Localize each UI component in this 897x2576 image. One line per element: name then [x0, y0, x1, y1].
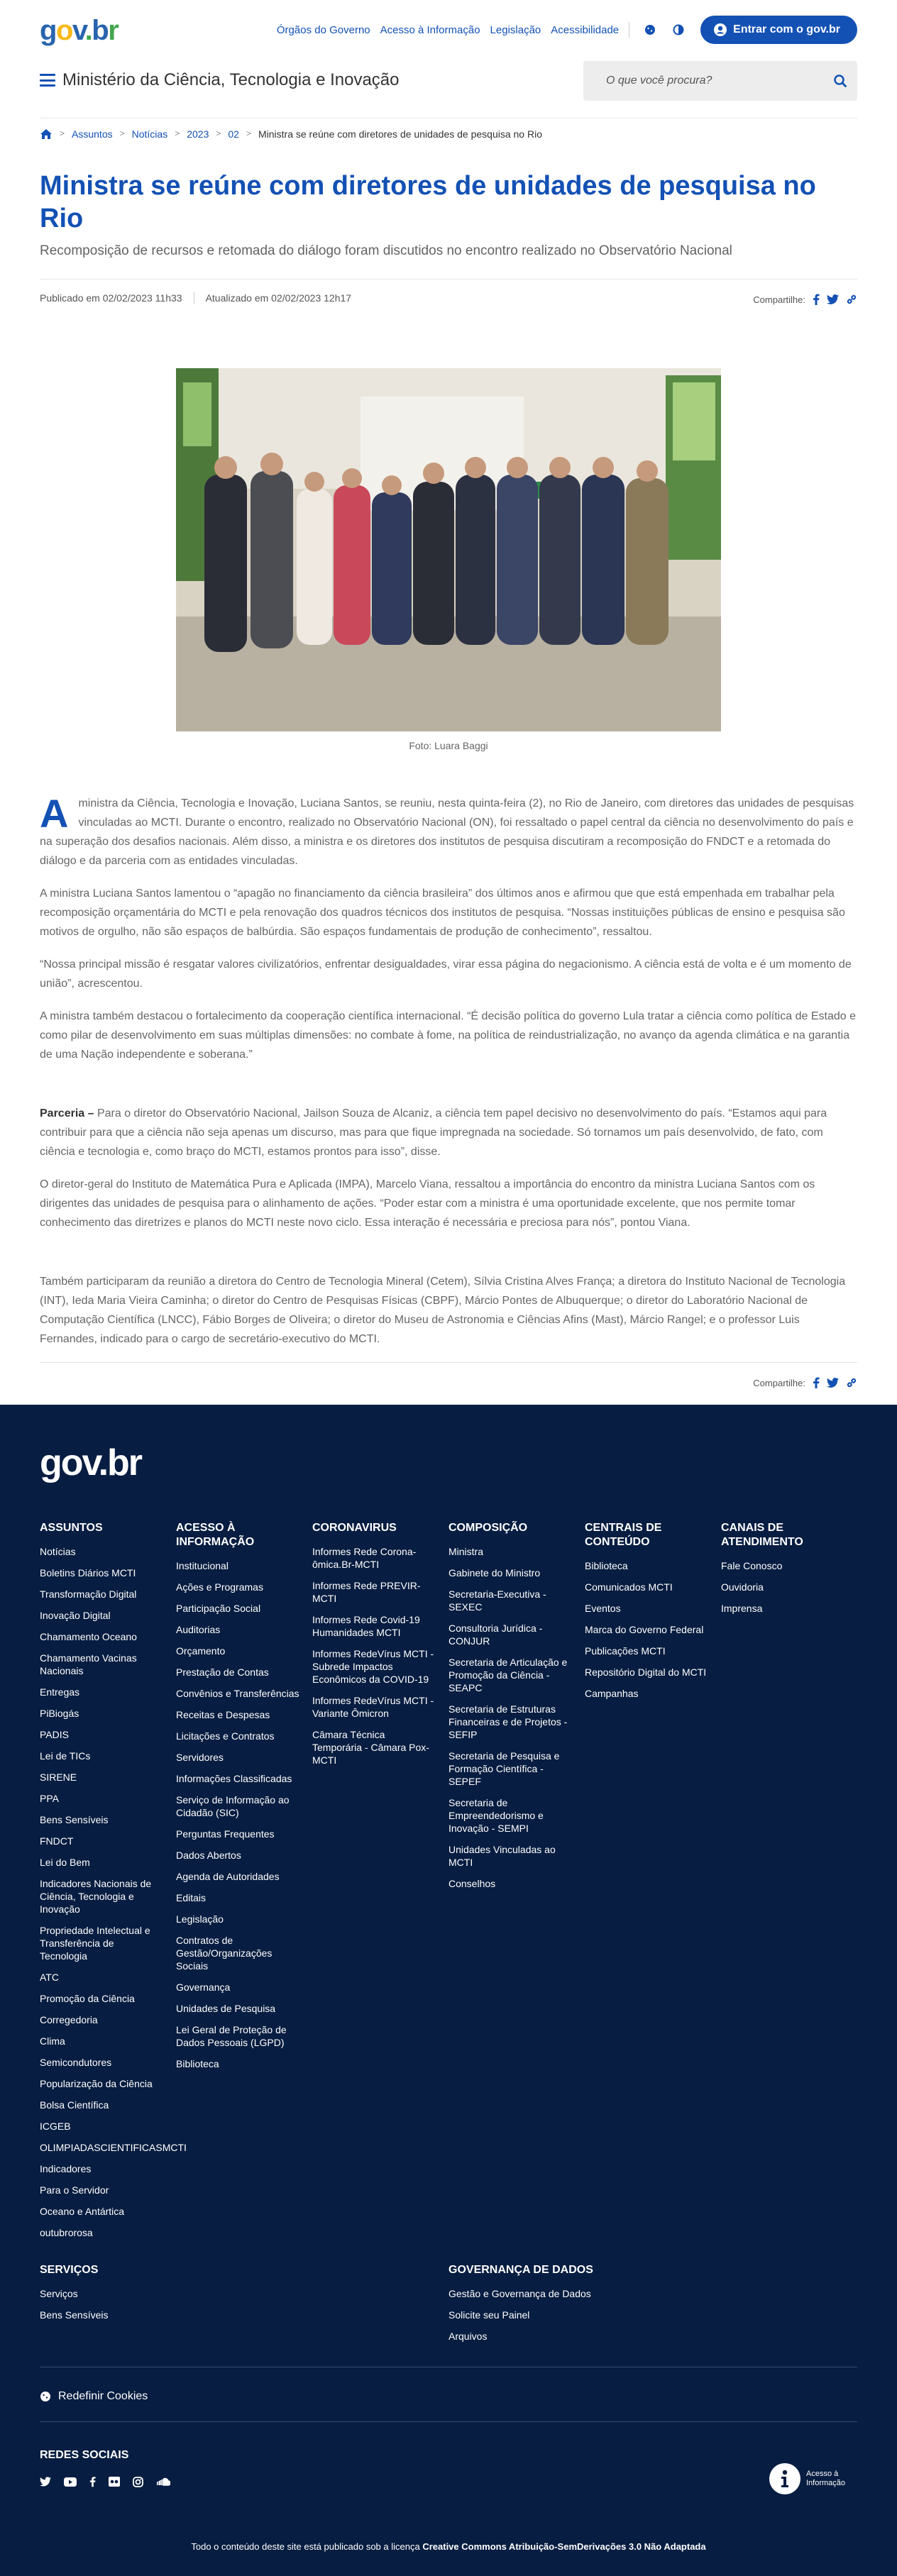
footer-link[interactable]: Clima: [40, 2035, 65, 2047]
govbr-logo[interactable]: gov.br: [40, 15, 119, 46]
footer-link[interactable]: Notícias: [40, 1546, 76, 1558]
footer-link[interactable]: Prestação de Contas: [176, 1666, 269, 1679]
share-bar: [753, 1377, 857, 1388]
search-input[interactable]: O que você procura?: [606, 74, 712, 87]
footer-link[interactable]: Serviços: [40, 2288, 78, 2300]
twitter-icon[interactable]: [40, 2477, 51, 2487]
footer-link[interactable]: ATC: [40, 1972, 59, 1984]
breadcrumb: [40, 118, 857, 156]
youtube-icon[interactable]: [64, 2477, 77, 2487]
flickr-icon[interactable]: [109, 2477, 120, 2487]
breadcrumb-02[interactable]: 02: [228, 128, 239, 140]
footer-link[interactable]: Publicações MCTI: [585, 1645, 666, 1657]
footer-link[interactable]: Receitas e Despesas: [176, 1709, 270, 1721]
share-label: Compartilhe:: [753, 294, 805, 305]
link-legislacao[interactable]: Legislação: [490, 23, 541, 36]
footer-heading: ASSUNTOS: [40, 1522, 103, 1535]
top-bar: [0, 0, 897, 61]
info-icon: [769, 2463, 800, 2494]
footer-link[interactable]: Câmara Técnica Temporária - Câmara Pox-MCTI: [312, 1729, 429, 1767]
article: [0, 170, 897, 1349]
footer-link[interactable]: Secretaria de Pesquisa e Formação Científica - SEPEF: [448, 1750, 560, 1788]
instagram-icon[interactable]: [133, 2477, 143, 2487]
footer-link[interactable]: Lei de TICs: [40, 1750, 91, 1762]
breadcrumb-2023[interactable]: 2023: [187, 128, 209, 140]
breadcrumb-current: Ministra se reúne com diretores de unidades de pesquisa no Rio: [258, 128, 542, 140]
footer-link[interactable]: OLIMPIADASCIENTIFICASMCTI: [40, 2142, 187, 2154]
footer-logo[interactable]: gov.br: [40, 1442, 142, 1484]
footer-link[interactable]: Secretaria de Empreendedorismo e Inovação - SEMPI: [448, 1797, 544, 1835]
article-title: Ministra se reúne com diretores de unidades de pesquisa no Rio: [40, 171, 816, 233]
paragraph: Também participaram da reunião a diretora do Centro de Tecnologia Mineral (Cetem), Sílvia Cristina Alves França; a diretora do Instituto Nacional de Tecnologia (INT), Ieda Maria Vieira Caminha; o diretor do Centro de Pesquisas Físicas (CBPF), Márcio Pontes de Albuquerque; o diretor do Laboratório Nacional de Computação Científica (LNCC), Fábio Borges de Oliveira; o diretor do Museu de Astronomia e Ciências Afins (Mast), Márcio Rangel; e o professor Luis Fernandes, indicado para o cargo de secretário-executivo do MCTI.: [40, 1276, 846, 1346]
footer-link[interactable]: Chamamento Oceano: [40, 1631, 137, 1643]
footer-link[interactable]: Unidades de Pesquisa: [176, 2003, 276, 2015]
redefinir-cookies-button[interactable]: Redefinir Cookies: [40, 2387, 857, 2406]
title-bar: [0, 61, 897, 99]
footer-link[interactable]: Transformação Digital: [40, 1588, 137, 1601]
link-acesso-informacao[interactable]: Acesso à Informação: [380, 23, 480, 36]
footer-link[interactable]: Dados Abertos: [176, 1850, 241, 1862]
chevron-right-icon: >: [246, 128, 251, 138]
footer-link[interactable]: FNDCT: [40, 1835, 74, 1847]
twitter-icon[interactable]: [827, 1378, 839, 1388]
link-acessibilidade[interactable]: Acessibilidade: [551, 23, 620, 36]
footer-col-servicos: [40, 2263, 448, 2351]
footer-link[interactable]: Serviço de Informação ao Cidadão (SIC): [176, 1794, 290, 1819]
site-title[interactable]: Ministério da Ciência, Tecnologia e Inovação: [62, 70, 400, 89]
footer-link[interactable]: Unidades Vinculadas ao MCTI: [448, 1844, 556, 1869]
footer-divider: [40, 2421, 857, 2422]
footer-heading: COMPOSIÇÃO: [448, 1522, 528, 1535]
footer-link[interactable]: ICGEB: [40, 2121, 71, 2133]
twitter-icon[interactable]: [827, 294, 839, 304]
bottom-share: [40, 1362, 857, 1405]
footer-link[interactable]: Institucional: [176, 1560, 229, 1572]
footer-link[interactable]: Propriedade Intelectual e Transferência de Tecnologia: [40, 1925, 150, 1962]
footer-link[interactable]: Chamamento Vacinas Nacionais: [40, 1652, 137, 1677]
footer-link[interactable]: Consultoria Jurídica - CONJUR: [448, 1623, 543, 1647]
chevron-right-icon: >: [216, 128, 221, 138]
menu-icon[interactable]: [40, 74, 55, 87]
link-icon[interactable]: [846, 1377, 857, 1388]
footer-link[interactable]: Ministra: [448, 1546, 484, 1558]
footer-col: [312, 1521, 448, 2248]
footer-link[interactable]: Popularização da Ciência: [40, 2078, 153, 2090]
footer-link[interactable]: Gabinete do Ministro: [448, 1567, 541, 1579]
accessibility-badge[interactable]: Acesso à Informação: [769, 2463, 857, 2494]
share-label: Compartilhe:: [753, 1377, 805, 1388]
footer-col: [40, 1521, 187, 2248]
footer-link[interactable]: Bolsa Científica: [40, 2099, 109, 2111]
cookie-icon[interactable]: [642, 22, 658, 38]
article-subtitle: Recomposição de recursos e retomada do diálogo foram discutidos no encontro realizado no Observatório Nacional: [40, 243, 732, 259]
search-icon[interactable]: [823, 74, 857, 87]
paragraph: “Nossa principal missão é resgatar valores civilizatórios, enfrentar desigualdades, virar essa página do negacionismo. A ciência está de volta e é um momento de união”, acrescentou.: [40, 958, 852, 990]
footer-link[interactable]: Solicite seu Painel: [448, 2309, 530, 2321]
updated-date: Atualizado em 02/02/2023 12h17: [194, 292, 352, 304]
site-footer: [0, 1405, 897, 2576]
login-button[interactable]: Entrar com o gov.br: [700, 16, 857, 44]
footer-link[interactable]: outubrorosa: [40, 2227, 93, 2239]
paragraph: Aministra da Ciência, Tecnologia e Inovação, Luciana Santos, se reuniu, nesta quinta-feira (2), no Rio de Janeiro, com diretores das unidades de pesquisas vinculadas ao MCTI. Durante o encontro, realizado no Observatório Nacional (ON), foi ressaltado o papel central da ciência no desenvolvimento do país e na superação dos desafios nacionais. Além disso, a ministra e os diretores dos institutos de pesquisa discutiram a recomposição do FNDCT e a retomada do diálogo e da parceria com as entidades vinculadas.: [40, 791, 854, 868]
facebook-icon[interactable]: [813, 294, 820, 305]
article-meta: [40, 279, 857, 317]
footer-link[interactable]: Bens Sensíveis: [40, 1814, 109, 1826]
footer-link[interactable]: Servidores: [176, 1752, 224, 1764]
dropcap: A: [40, 791, 69, 836]
footer-link[interactable]: Ações e Programas: [176, 1581, 263, 1593]
footer-link[interactable]: Arquivos: [448, 2331, 488, 2343]
footer-link[interactable]: Convênios e Transferências: [176, 1688, 299, 1700]
footer-link[interactable]: Informes RedeVírus MCTI - Variante Ômicron: [312, 1695, 434, 1720]
footer-heading: ACESSO À INFORMAÇÃO: [176, 1522, 255, 1549]
footer-link[interactable]: Licitações e Contratos: [176, 1730, 275, 1742]
footer-link[interactable]: PADIS: [40, 1729, 69, 1741]
home-icon[interactable]: [40, 128, 53, 140]
footer-link[interactable]: Informes Rede Covid-19 Humanidades MCTI: [312, 1614, 420, 1639]
copyright: Todo o conteúdo deste site está publicado sob a licença Creative Commons Atribuição-SemDerivações 3.0 Não Adaptada: [191, 2541, 706, 2553]
footer-link[interactable]: Participação Social: [176, 1603, 261, 1615]
footer-link[interactable]: Indicadores: [40, 2163, 92, 2175]
footer-link[interactable]: Semicondutores: [40, 2057, 112, 2069]
article-body: [40, 791, 857, 1349]
footer-link[interactable]: Inovação Digital: [40, 1610, 111, 1622]
footer-link[interactable]: Promoção da Ciência: [40, 1993, 135, 2005]
footer-link[interactable]: Imprensa: [721, 1603, 763, 1615]
footer-link[interactable]: Orçamento: [176, 1645, 226, 1657]
facebook-icon[interactable]: [813, 1377, 820, 1388]
social-links: [40, 2476, 857, 2487]
footer-secondary: [40, 2263, 857, 2351]
published-date: Publicado em 02/02/2023 11h33: [40, 292, 182, 304]
footer-heading: GOVERNANÇA DE DADOS: [448, 2264, 593, 2277]
footer-link[interactable]: Secretaria de Estruturas Financeiras e de Projetos - SEFIP: [448, 1703, 568, 1741]
footer-link[interactable]: Lei Geral de Proteção de Dados Pessoais (LGPD): [176, 2024, 287, 2049]
photo-caption: Foto: Luara Baggi: [409, 740, 488, 752]
footer-link[interactable]: Agenda de Autoridades: [176, 1871, 280, 1883]
footer-heading: CORONAVIRUS: [312, 1522, 397, 1535]
footer-link[interactable]: Gestão e Governança de Dados: [448, 2288, 591, 2300]
footer-link[interactable]: Para o Servidor: [40, 2184, 109, 2196]
footer-link[interactable]: SIRENE: [40, 1771, 77, 1784]
footer-link[interactable]: Informações Classificadas: [176, 1773, 292, 1785]
footer-link[interactable]: Perguntas Frequentes: [176, 1828, 275, 1840]
footer-link[interactable]: Secretaria-Executiva - SEXEC: [448, 1588, 546, 1613]
footer-link[interactable]: Repositório Digital do MCTI: [585, 1666, 707, 1679]
paragraph: Parceria – Para o diretor do Observatório Nacional, Jailson Souza de Alcaniz, a ciência tem papel decisivo no desenvolvimento do país. “Estamos aqui para contribuir para que a ciência não seja apenas um discurso, mas para que fique impregnada na sociedade. Só tornamos um país desenvolvido, de fato, com ciência e tecnologia e, como braço do MCTI, estamos prontos para isso”, disse.: [40, 1107, 827, 1159]
footer-link[interactable]: Bens Sensíveis: [40, 2309, 109, 2321]
footer-col: [585, 1521, 721, 2248]
footer-columns: [40, 1521, 857, 2248]
footer-col: [448, 1521, 585, 2248]
footer-link[interactable]: Auditorias: [176, 1624, 221, 1636]
footer-link[interactable]: Marca do Governo Federal: [585, 1624, 704, 1636]
footer-link[interactable]: Fale Conosco: [721, 1560, 783, 1572]
top-links: [267, 16, 857, 44]
paragraph: A ministra também destacou o fortalecimento da cooperação científica internacional. “É decisão política do governo Lula tratar a ciência como política de Estado e como pilar de desenvolvimento em suas múltiplas dimensões: no combate à fome, na política de reindustrialização, no avanço da agenda climática e na garantia de uma Nação independente e soberana.”: [40, 1010, 856, 1061]
footer-heading: SERVIÇOS: [40, 2264, 99, 2277]
paragraph: A ministra Luciana Santos lamentou o “apagão no financiamento da ciência brasileira” dos últimos anos e afirmou que que está empenhada em trabalhar pela recomposição orçamentária do MCTI e pela renovação dos quadros técnicos dos institutos de pesquisa. “Nossas instituições públicas de ensino e pesquisa são motivos de orgulho, não são espaços de balbúrdia. São espaços fundamentais de produção de conhecimento”, ressaltou.: [40, 888, 845, 939]
facebook-icon[interactable]: [89, 2476, 96, 2487]
breadcrumb-noticias[interactable]: Notícias: [131, 128, 168, 140]
footer-link[interactable]: PiBiogás: [40, 1708, 79, 1720]
footer-link[interactable]: Indicadores Nacionais de Ciência, Tecnologia e Inovação: [40, 1878, 152, 1916]
cookie-icon: [40, 2391, 51, 2402]
footer-link[interactable]: PPA: [40, 1793, 59, 1805]
footer-link[interactable]: Editais: [176, 1892, 207, 1904]
footer-link[interactable]: Informes Rede Corona-ômica.Br-MCTI: [312, 1546, 417, 1571]
footer-link[interactable]: Biblioteca: [176, 2058, 219, 2070]
footer-link[interactable]: Informes RedeVírus MCTI - Subrede Impactos Econômicos da COVID-19: [312, 1648, 434, 1686]
footer-heading: CENTRAIS DE CONTEÚDO: [585, 1522, 662, 1549]
footer-link[interactable]: Boletins Diários MCTI: [40, 1567, 136, 1579]
footer-link[interactable]: Comunicados MCTI: [585, 1581, 673, 1593]
chevron-right-icon: >: [119, 128, 125, 138]
footer-heading: CANAIS DE ATENDIMENTO: [721, 1522, 803, 1549]
footer-link[interactable]: Ouvidoria: [721, 1581, 764, 1593]
footer-link[interactable]: Campanhas: [585, 1688, 639, 1700]
user-icon: [713, 23, 727, 37]
footer-link[interactable]: Informes Rede PREVIR-MCTI: [312, 1580, 421, 1605]
footer-link[interactable]: Corregedoria: [40, 2014, 98, 2026]
footer-link[interactable]: Oceano e Antártica: [40, 2206, 125, 2218]
breadcrumb-assuntos[interactable]: Assuntos: [72, 128, 113, 140]
share-bar: [753, 294, 857, 305]
footer-link[interactable]: Secretaria de Articulação e Promoção da Ciência - SEAPC: [448, 1657, 568, 1694]
footer-link[interactable]: Governança: [176, 1981, 231, 1994]
footer-link[interactable]: Contratos de Gestão/Organizações Sociais: [176, 1935, 273, 1972]
link-icon[interactable]: [846, 294, 857, 305]
paragraph: O diretor-geral do Instituto de Matemática Pura e Aplicada (IMPA), Marcelo Viana, ressaltou a importância do encontro da ministra Luciana Santos com os dirigentes das unidades de pesquisa para o alinhamento de ações. “Poder estar com a ministra é uma oportunidade excelente, que nos permite tomar conhecimento das diretrizes e planos do MCTI neste novo ciclo. Essa interação é necessária e preciosa para nós”, pontou Viana.: [40, 1178, 815, 1229]
chevron-right-icon: >: [175, 128, 180, 138]
footer-link[interactable]: Legislação: [176, 1913, 224, 1925]
article-photo: [176, 368, 721, 731]
footer-link[interactable]: Biblioteca: [585, 1560, 628, 1572]
footer-link[interactable]: Eventos: [585, 1603, 621, 1615]
social-title: REDES SOCIAIS: [40, 2449, 129, 2462]
footer-link[interactable]: Lei do Bem: [40, 1857, 90, 1869]
footer-col: [176, 1521, 312, 2248]
chevron-right-icon: >: [60, 128, 65, 138]
search-box[interactable]: [583, 61, 857, 101]
footer-col: [721, 1521, 857, 2248]
link-orgaos[interactable]: Órgãos do Governo: [276, 23, 370, 36]
footer-link[interactable]: Entregas: [40, 1686, 80, 1698]
contrast-icon[interactable]: [671, 22, 686, 38]
footer-col-governanca: [448, 2263, 857, 2351]
footer-link[interactable]: Conselhos: [448, 1878, 496, 1890]
soundcloud-icon[interactable]: [156, 2477, 170, 2486]
site-header: [0, 0, 897, 156]
article-figure: [176, 368, 721, 751]
